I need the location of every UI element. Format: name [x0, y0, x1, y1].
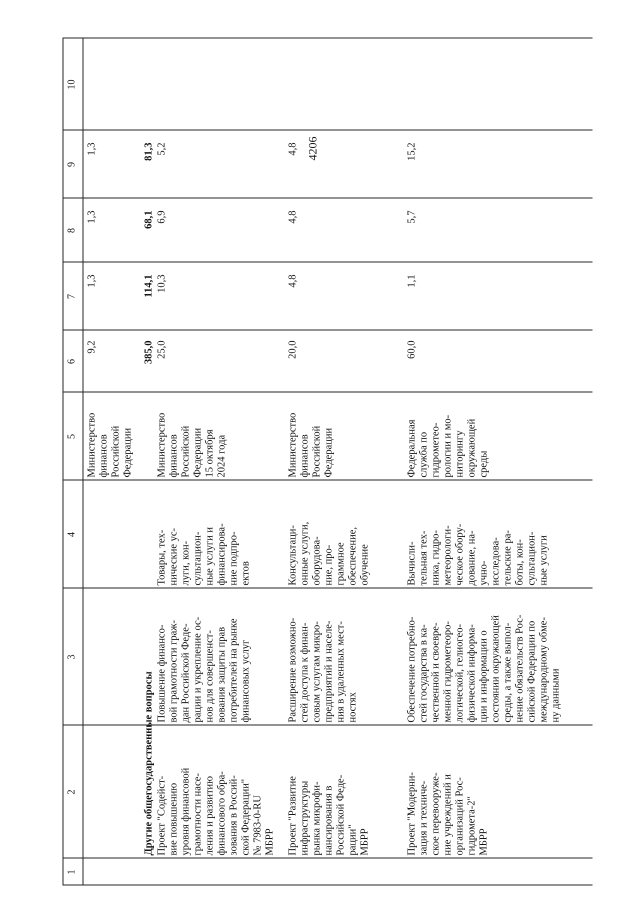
- column-number-8: 8: [66, 227, 77, 233]
- column-border: [62, 479, 592, 480]
- column-border: [62, 884, 592, 885]
- column-number-10: 10: [66, 79, 77, 89]
- row-3-purpose: Обеспечение потребно- стей государства в ка- чественной и своевре- менной гидрометеоро- логической, гелиогео- физической информа- ции и информации о состоянии окружающей среды, а также выпол- нение обязательств Рос- сийской Федерации по международному обме- ну данными: [406, 614, 561, 722]
- column-number-5: 5: [66, 433, 77, 439]
- row-3-supplies: Вычисли- тельная тех- ника, гидро- метеорологи- ческое обору- дование, на- учно- исследова- тельские ра- боты, кон- сультацион- ные услуги: [406, 523, 549, 585]
- row-3-value-col6: 60,0: [406, 340, 417, 359]
- column-border: [62, 391, 592, 392]
- row-3-executor: Федеральная служба по гидрометео- рологии и мо- ниторингу окружающей среды: [406, 414, 489, 477]
- row-3-value-col8: 5,7: [406, 210, 417, 224]
- column-border: [62, 329, 592, 330]
- row-2-value-col7: 4,8: [287, 274, 298, 288]
- row-3-value-col7: 1,1: [406, 274, 417, 288]
- row-2-value-col9: 4,8: [287, 142, 298, 156]
- row-1-supplies: Товары, тех- нические ус- луги, кон- сультацион- ные услуги и финансирова- ние подпро- ектов: [156, 522, 251, 585]
- row-2-project: Проект "Развитие инфраструктуры рынка микрофи- нансирования в Российской Феде- рации" МБРР: [287, 774, 370, 855]
- column-number-2: 2: [66, 789, 77, 794]
- column-number-3: 3: [66, 654, 77, 659]
- row-1-value-col9: 5,2: [156, 142, 167, 156]
- column-number-4: 4: [66, 531, 77, 537]
- row-2-value-col6: 20,0: [287, 340, 298, 359]
- row-2-executor: Министерство финансов Российской Федерации: [287, 412, 334, 477]
- table-top-border: [62, 38, 63, 885]
- continuation-value-col7: 1,3: [86, 274, 97, 288]
- continuation-executor: Министерство финансов Российской Федерации: [86, 412, 133, 477]
- row-1-value-col6: 25,0: [156, 340, 167, 359]
- continuation-value-col6: 9,2: [86, 340, 97, 354]
- column-border: [62, 197, 592, 198]
- header-row-border: [82, 38, 83, 885]
- continuation-value-col8: 1,3: [86, 210, 97, 224]
- section-title: Другие общегосударственные вопросы: [143, 670, 154, 855]
- row-3-value-col9: 15,2: [406, 142, 417, 161]
- row-2-supplies: Консультаци- онные услуги, оборудова- ние, про- граммное обеспечение, обучение: [287, 521, 370, 585]
- column-number-7: 7: [66, 293, 77, 299]
- row-1-project: Проект "Содейст- вие повышению уровня финансовой грамотности насе- ления и развитию финансового обра- зования в Россий- ской Федерации" № 7983-0-RU МБРР: [156, 767, 275, 855]
- column-border: [62, 37, 592, 38]
- column-border: [62, 857, 592, 858]
- page-number: 4206: [305, 136, 319, 160]
- column-border: [62, 724, 592, 725]
- column-number-9: 9: [66, 161, 77, 167]
- section-total-col6: 385,0: [143, 340, 154, 364]
- row-1-value-col7: 10,3: [156, 274, 167, 293]
- row-3-project: Проект "Модерни- зация и техниче- ское перевооруже- ние учреждений и организаций Рос- гидромета-2" МБРР: [406, 771, 489, 855]
- row-2-purpose: Расширение возможно- стей доступа к финан- совым услугам микро- предприятий и населе- ния в удаленных мест- ностях: [287, 617, 358, 722]
- row-1-executor: Министерство финансов Российской Федерации 15 октября 2024 года: [156, 412, 227, 477]
- row-1-purpose: Повышение финансо- вой грамотности граж- дан Российской Феде- рации и укрепление ос- нов для совершенст- вования защиты прав потребителей на рынке финансовых услуг: [156, 616, 251, 722]
- section-total-col7: 114,1: [143, 274, 154, 298]
- section-total-col8: 68,1: [143, 210, 154, 229]
- column-border: [62, 129, 592, 130]
- column-border: [62, 261, 592, 262]
- section-total-col9: 81,3: [143, 142, 154, 161]
- row-2-value-col8: 4,8: [287, 210, 298, 224]
- column-number-6: 6: [66, 358, 77, 364]
- row-1-value-col8: 6,9: [156, 210, 167, 224]
- continuation-value-col9: 1,3: [86, 142, 97, 156]
- column-number-1: 1: [66, 869, 77, 874]
- column-border: [62, 587, 592, 588]
